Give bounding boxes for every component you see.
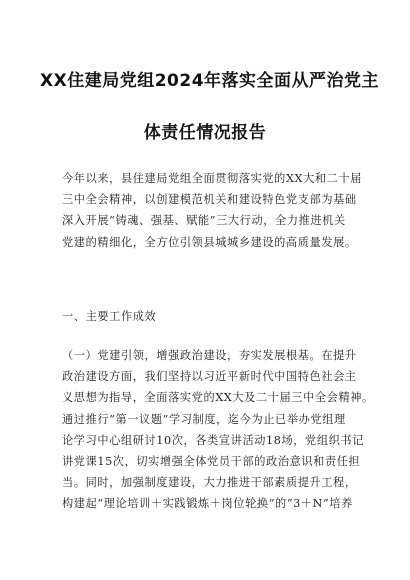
section1-line: 构建起“理论培训＋实践锻炼＋岗位轮换”的“3＋N”培养 xyxy=(62,497,353,511)
intro-line: 三中全会精神，以创建模范机关和建设特色党支部为基础 xyxy=(62,193,357,207)
section1-line: （一）党建引领，增强政治建设，夯实发展根基。在提升 xyxy=(62,349,357,362)
section-heading: 一、主要工作成效 xyxy=(62,310,157,323)
section1-line: 义思想为指导，全面落实党的XX大及二十届三中全会精神。 xyxy=(62,391,374,405)
section1-line: 通过推行“第一议题”学习制度，迄今为止已举办党组理 xyxy=(62,412,346,426)
intro-line: 今年以来，县住建局党组全面贯彻落实党的XX大和二十届 xyxy=(62,172,363,185)
section1-line: 政治建设方面，我们坚持以习近平新时代中国特色社会主 xyxy=(62,370,357,384)
intro-line: 党建的精细化，全方位引领县城城乡建设的高质量发展。 xyxy=(62,235,357,249)
intro-line: 深入开展“铸魂、强基、赋能”三大行动，全力推进机关 xyxy=(62,214,346,228)
document-title-line-1: XX住建局党组2024年落实全面从严治党主 xyxy=(40,71,380,91)
section1-line: 当。同时，加强制度建设，大力推进干部素质提升工程， xyxy=(62,476,357,490)
document-title-line-2: 体责任情况报告 xyxy=(143,123,267,143)
section1-line: 讲党课15次，切实增强全体党员干部的政治意识和责任担 xyxy=(62,454,361,468)
intro-paragraph xyxy=(62,168,363,253)
section1-paragraph xyxy=(62,345,374,515)
section1-line: 论学习中心组研讨10次，各类宣讲活动18场，党组织书记 xyxy=(62,433,364,447)
